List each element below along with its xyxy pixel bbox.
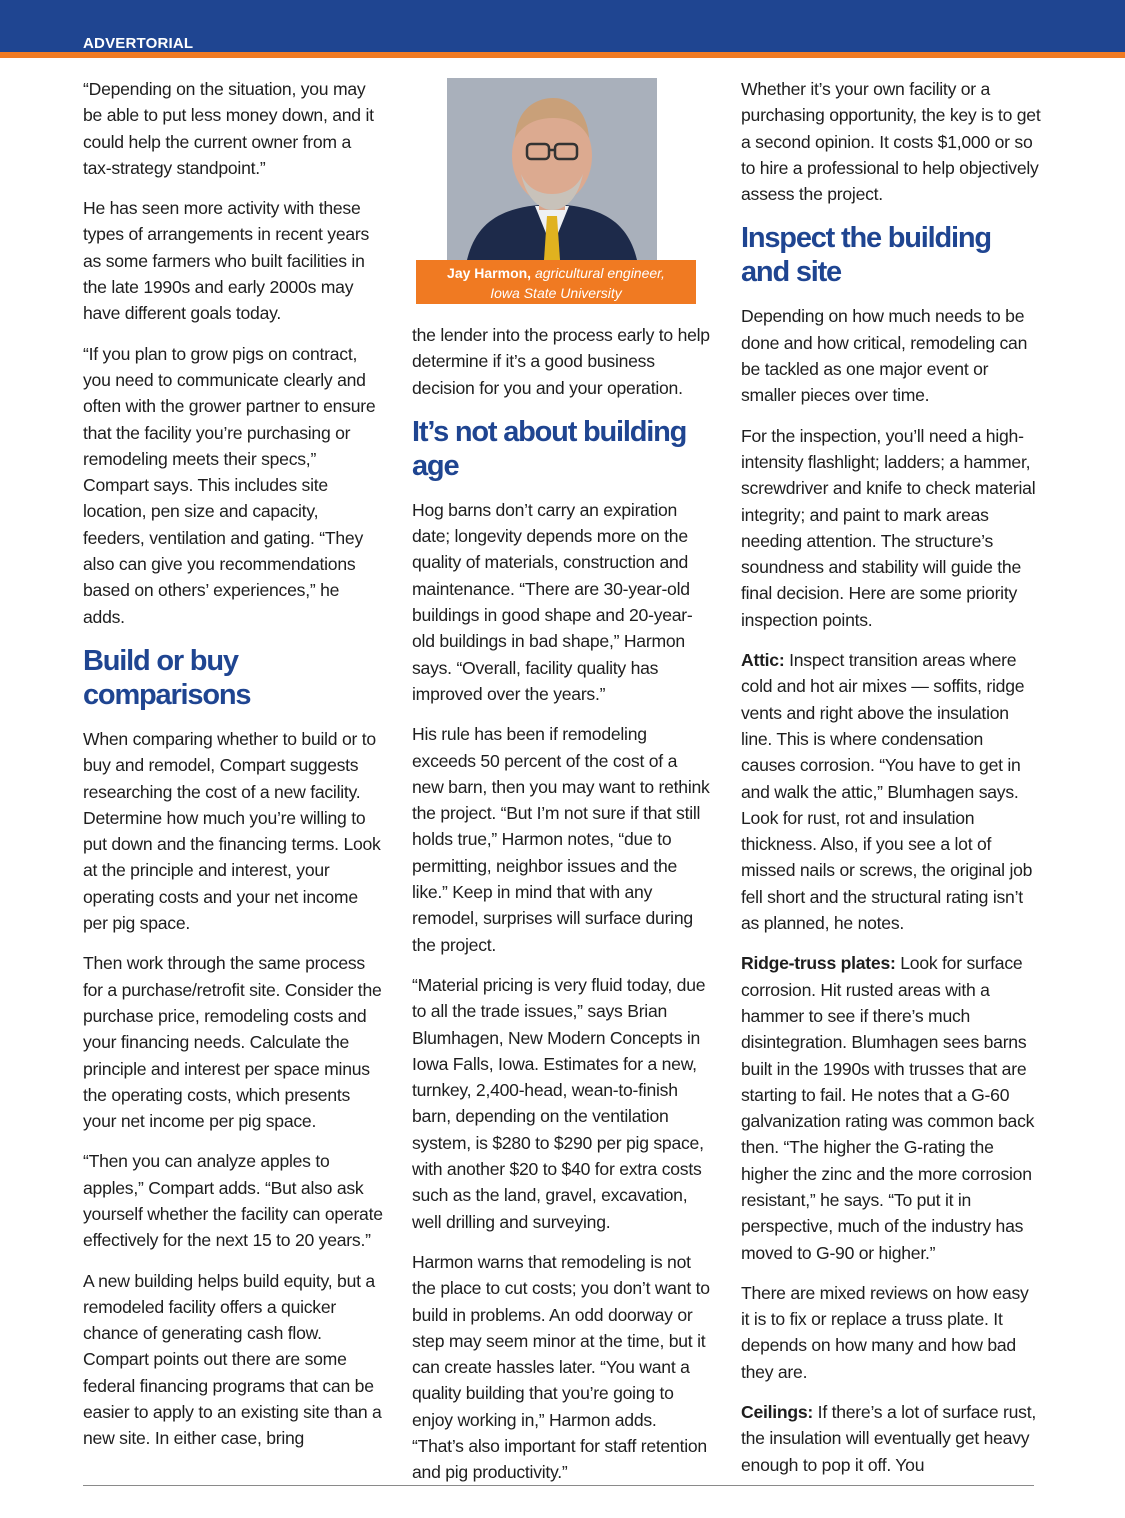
paragraph: “Material pricing is very fluid today, due to all the trade issues,” says Brian Blumhagen, New Modern Concepts in Iowa Falls, Iowa. Estimates for a new, turnkey, 2,400-head, wean-to-finish barn, depending on the ventilation system, is $280 to $290 per pig space, with another $20 to $40 for extra costs such as the land, gravel, excavation, well drilling and surveying. <box>412 974 706 1232</box>
lead-in: Attic: <box>741 650 785 671</box>
paragraph: A new building helps build equity, but a remodeled facility offers a quicker chance of generating cash flow. Compart points out there are some federal financing programs that can be easier to apply to an existing site than a new site. In either case, bring <box>83 1270 382 1449</box>
paragraph-text: Inspect transition areas where cold and hot air mixes — soffits, ridge vents and right above the insulation line. This is where condensation causes corrosion. “You have to get in and walk the attic,” Blumhagen says. Look for rust, rot and insulation thickness. Also, if you see a lot of missed nails or screws, the original job fell short and the structural rating isn’t as planned, he notes. <box>741 650 1033 934</box>
paragraph-text: Look for surface corrosion. Hit rusted areas with a hammer to see if there’s much disintegration. Blumhagen sees barns built in the 1990s with trusses that are starting to fail. He notes that a G-60 galvanization rating was common back then. “The higher the G-rating the higher the zinc and the more corrosion resistant,” he says. “To put it in perspective, much of the industry has moved to G-90 or higher.” <box>741 953 1035 1263</box>
caption-role: agricultural engineer, <box>531 265 665 281</box>
header-accent-rule <box>0 52 1125 58</box>
paragraph <box>741 1399 1041 1478</box>
caption-name: Jay Harmon, <box>447 265 532 281</box>
paragraph: His rule has been if remodeling exceeds 50 percent of the cost of a new barn, then you may want to rethink the project. “But I’m not sure if that still holds true,” Harmon notes, “due to permitting, neighbor issues and the like.” Keep in mind that with any remodel, surprises will surface during the project. <box>412 724 710 955</box>
paragraph: Harmon warns that remodeling is not the place to cut costs; you don’t want to build in problems. An odd doorway or step may seem minor at the time, but it can create hassles later. “You want a quality building that you’re going to enjoy working in,” Harmon adds. “That’s also important for staff retention and pig productivity.” <box>412 1251 710 1483</box>
section-heading: It’s not about building age <box>412 415 687 482</box>
section-kicker: ADVERTORIAL <box>83 35 194 52</box>
lead-in: Ridge-truss plates: <box>741 953 896 974</box>
section-heading: Build or buy comparisons <box>83 644 251 711</box>
lead-in: Ceilings: <box>741 1402 814 1423</box>
portrait-illustration <box>447 78 657 260</box>
section-heading: Inspect the building and site <box>741 222 991 289</box>
paragraph-text: If there’s a lot of surface rust, the insulation will eventually get heavy enough to pop it off. You <box>741 1402 1036 1475</box>
column-left <box>83 76 383 1466</box>
portrait-photo <box>447 78 657 260</box>
portrait-figure <box>416 78 696 304</box>
paragraph <box>741 950 1041 1266</box>
footer-rule <box>83 1485 1034 1486</box>
paragraph: He has seen more activity with these types of arrangements in recent years as some farmers who built facilities in the late 1990s and early 2000s may have different goals today. <box>83 198 370 324</box>
column-right <box>741 76 1041 1492</box>
paragraph: When comparing whether to build or to buy and remodel, Compart suggests researching the cost of a new facility. Determine how much you’re willing to put down and the financing terms. Look at the principle and interest, your operating costs and your net income per pig space. <box>83 728 381 934</box>
caption-organization: Iowa State University <box>490 285 622 301</box>
paragraph: “If you plan to grow pigs on contract, you need to communicate clearly and often with the grower partner to ensure that the facility you’re purchasing or remodeling meets their specs,” Compart says. This includes site location, pen size and capacity, feeders, ventilation and gating. “They also can give you recommendations based on others’ experiences,” he adds. <box>83 343 376 627</box>
paragraph: Then work through the same process for a purchase/retrofit site. Consider the purchase price, remodeling costs and your financing needs. Calculate the principle and interest per space minus the operating costs, which presents your net income per pig space. <box>83 953 382 1132</box>
paragraph: Depending on how much needs to be done and how critical, remodeling can be tackled as one major event or smaller pieces over time. <box>741 306 1028 406</box>
paragraph: There are mixed reviews on how easy it is to fix or replace a truss plate. It depends on how many and how bad they are. <box>741 1282 1029 1382</box>
portrait-caption <box>416 260 696 304</box>
paragraph: the lender into the process early to help determine if it’s a good business decision for you and your operation. <box>412 325 710 398</box>
column-middle-body <box>412 322 712 1500</box>
paragraph <box>741 647 1041 936</box>
paragraph: “Depending on the situation, you may be able to put less money down, and it could help the current owner from a tax-strategy standpoint.” <box>83 79 374 178</box>
paragraph: “Then you can analyze apples to apples,” Compart adds. “But also ask yourself whether the facility can operate effectively for the next 15 to 20 years.” <box>83 1151 383 1251</box>
paragraph: Whether it’s your own facility or a purchasing opportunity, the key is to get a second opinion. It costs $1,000 or so to hire a professional to help objectively assess the project. <box>741 79 1041 205</box>
paragraph: For the inspection, you’ll need a high-intensity flashlight; ladders; a hammer, screwdriver and knife to check material integrity; and paint to mark areas needing attention. The structure’s soundness and stability will guide the final decision. Here are some priority inspection points. <box>741 425 1036 630</box>
paragraph: Hog barns don’t carry an expiration date; longevity depends more on the quality of materials, construction and maintenance. “There are 30-year-old buildings in good shape and 20-year-old buildings in bad shape,” Harmon says. “Overall, facility quality has improved over the years.” <box>412 499 693 704</box>
